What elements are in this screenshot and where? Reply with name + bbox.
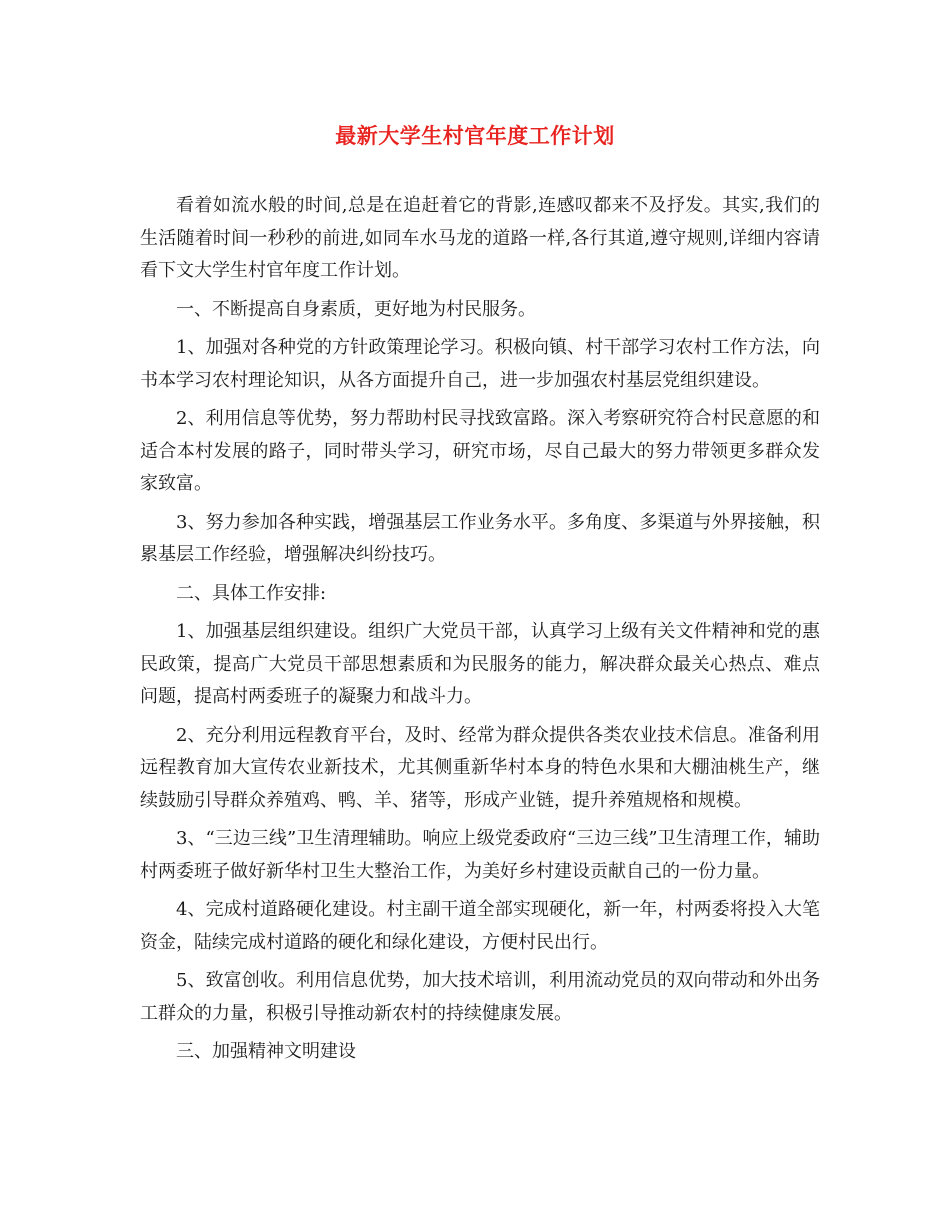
document-title: 最新大学生村官年度工作计划 [335, 123, 615, 148]
paragraph: 3、“三边三线”卫生清理辅助。响应上级党委政府“三边三线”卫生清理工作，辅助村两委班子做好新华村卫生大整治工作，为美好乡村建设贡献自己的一份力量。 [140, 828, 820, 882]
section-heading-1: 一、不断提高自身素质，更好地为村民服务。 [176, 298, 536, 320]
paragraph: 1、加强对各种党的方针政策理论学习。积极向镇、村干部学习农村工作方法，向书本学习农村理论知识，从各方面提升自己，进一步加强农村基层党组织建设。 [140, 337, 820, 391]
paragraph: 1、加强基层组织建设。组织广大党员干部，认真学习上级有关文件精神和党的惠民政策，提高广大党员干部思想素质和为民服务的能力，解决群众最关心热点、难点问题，提高村两委班子的凝聚力和战斗力。 [140, 621, 820, 707]
section-heading-2: 二、具体工作安排: [176, 582, 327, 604]
paragraph: 2、利用信息等优势，努力帮助村民寻找致富路。深入考察研究符合村民意愿的和适合本村发展的路子，同时带头学习，研究市场，尽自己最大的努力带领更多群众发家致富。 [140, 408, 820, 494]
paragraph: 3、努力参加各种实践，增强基层工作业务水平。多角度、多渠道与外界接触，积累基层工作经验，增强解决纠纷技巧。 [140, 511, 820, 565]
paragraph: 4、完成村道路硬化建设。村主副干道全部实现硬化，新一年，村两委将投入大笔资金，陆续完成村道路的硬化和绿化建设，方便村民出行。 [140, 899, 820, 953]
paragraph: 5、致富创收。利用信息优势，加大技术培训，利用流动党员的双向带动和外出务工群众的力量，积极引导推动新农村的持续健康发展。 [140, 970, 820, 1024]
paragraph: 2、充分利用远程教育平台，及时、经常为群众提供各类农业技术信息。准备利用远程教育加大宣传农业新技术，尤其侧重新华村本身的特色水果和大棚油桃生产，继续鼓励引导群众养殖鸡、鸭、羊、猪等，形成产业链，提升养殖规格和规模。 [140, 724, 820, 811]
document-body [140, 190, 820, 1075]
paragraph-intro: 看着如流水般的时间,总是在追赶着它的背影,连感叹都来不及抒发。其实,我们的生活随着时间一秒秒的前进,如同车水马龙的道路一样,各行其道,遵守规则,详细内容请看下文大学生村官年度工作计划。 [140, 195, 820, 281]
section-heading-3: 三、加强精神文明建设 [176, 1041, 356, 1062]
